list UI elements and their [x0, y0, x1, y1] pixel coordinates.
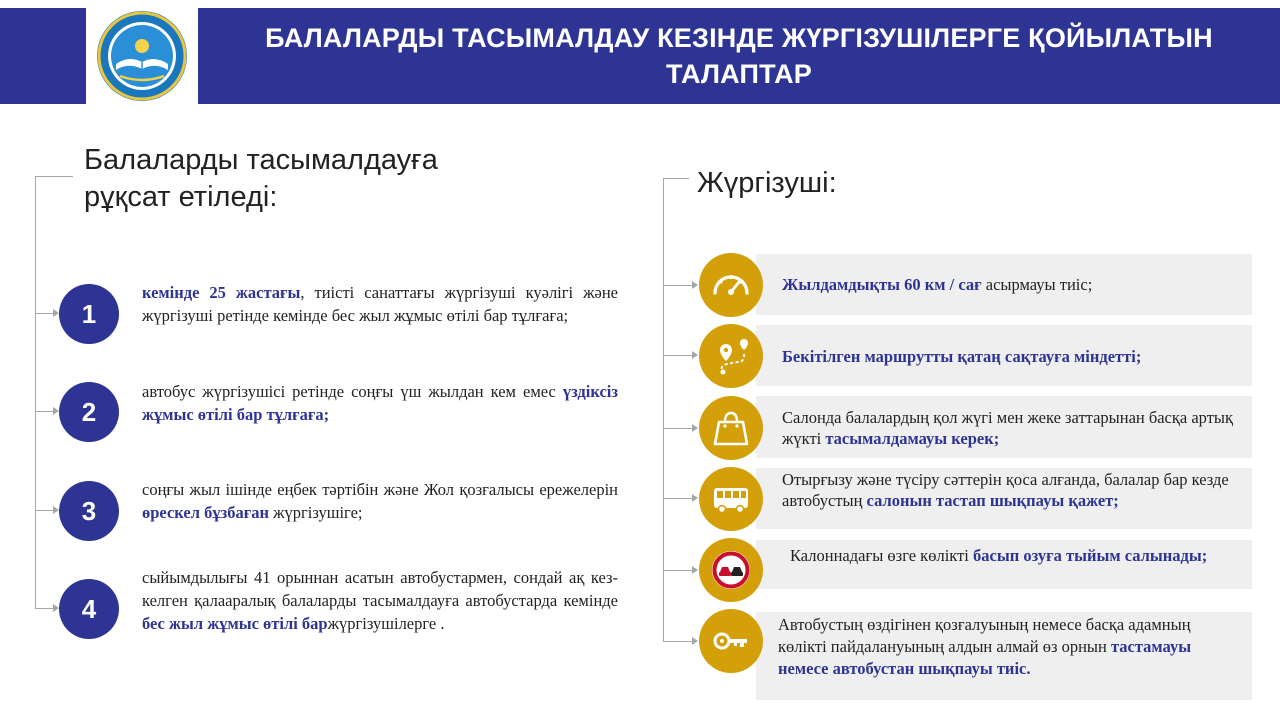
- right-connector-arrow-1: [692, 281, 698, 289]
- right-item-1-text: [782, 274, 1242, 295]
- header-title-band: [198, 8, 1280, 104]
- left-item-2-body: автобус жүргізушісі ретінде соңғы үш жылдан кем емес: [142, 382, 563, 401]
- right-bracket-vertical: [663, 178, 664, 642]
- right-item-4-text: [782, 469, 1244, 511]
- right-item-3-body: Салонда балалардың қол жүгі мен жеке заттарынан басқа артық жүкті: [782, 408, 1234, 448]
- left-item-3-highlight: өрескел бұзбаған: [142, 503, 269, 522]
- key-icon: [699, 609, 763, 673]
- right-item-1-highlight: Жылдамдықты 60 км / сағ: [782, 275, 982, 294]
- right-item-2-highlight: Бекітілген маршрутты қатаң сақтауға міндетті;: [782, 347, 1142, 366]
- left-title-line1: Балаларды тасымалдауға: [84, 144, 438, 176]
- left-title-line2: рұқсат етіледі:: [84, 181, 278, 213]
- right-connector-6: [663, 641, 693, 642]
- left-item-1-body: , тиісті санаттағы жүргізуші куәлігі және жүргізуші ретінде кемінде бес жыл жұмыс өтілі бар тұлғаға;: [142, 283, 618, 325]
- right-item-5-body: Калоннадағы өзге көлікті: [790, 546, 973, 565]
- right-item-6-highlight: тастамауы немесе автобустан шықпауы тиіс.: [778, 637, 1192, 678]
- right-connector-1: [663, 285, 693, 286]
- connector-4: [35, 608, 55, 609]
- left-item-4-body: сыйымдылығы 41 орыннан асатын автобустармен, сондай ақ кез-келген қалааралық балаларды тасымалдауға автобустарда кемінде: [142, 568, 618, 610]
- number-badge-2: 2: [59, 382, 119, 442]
- right-connector-arrow-3: [692, 424, 698, 432]
- right-connector-5: [663, 570, 693, 571]
- right-item-4-highlight: салонын тастап шықпауы қажет;: [866, 491, 1119, 510]
- left-item-3-text: [142, 478, 618, 524]
- right-item-3-highlight: тасымалдамауы керек;: [825, 429, 1000, 448]
- left-item-4-text: [142, 566, 618, 635]
- page-title: БАЛАЛАРДЫ ТАСЫМАЛДАУ КЕЗІНДЕ ЖҮРГІЗУШІЛЕРГЕ ҚОЙЫЛАТЫН ТАЛАПТАР: [265, 23, 1213, 89]
- right-item-4-body: Отырғызу және түсіру сәттерін қоса алғанда, балалар бар кезде автобустың: [782, 470, 1229, 510]
- left-item-2-highlight: үздіксіз жұмыс өтілі бар тұлғаға;: [142, 382, 618, 424]
- ministry-emblem-icon: [96, 10, 188, 102]
- right-bracket-top: [663, 178, 689, 179]
- right-item-5-text: [790, 545, 1210, 566]
- right-connector-3: [663, 428, 693, 429]
- number-badge-3: 3: [59, 481, 119, 541]
- left-bracket-vertical: [35, 176, 36, 608]
- right-item-6-text: [778, 614, 1236, 680]
- left-bracket-top: [35, 176, 73, 177]
- connector-1: [35, 313, 55, 314]
- right-connector-arrow-6: [692, 637, 698, 645]
- speedometer-icon: [699, 253, 763, 317]
- right-connector-arrow-4: [692, 494, 698, 502]
- left-item-2-text: [142, 380, 618, 426]
- left-item-1-text: [142, 281, 618, 327]
- right-item-3-text: [782, 407, 1242, 449]
- right-connector-arrow-2: [692, 351, 698, 359]
- left-item-4-highlight: бес жыл жұмыс өтілі бар: [142, 614, 328, 633]
- shopping-bag-icon: [699, 396, 763, 460]
- right-item-6-body: Автобустың өздігінен қозғалуының немесе басқа адамның көлікті пайдалануының алдын алмай өз орнын: [778, 615, 1191, 656]
- right-connector-4: [663, 498, 693, 499]
- connector-2: [35, 411, 55, 412]
- number-badge-1: 1: [59, 284, 119, 344]
- left-item-3-body: соңғы жыл ішінде еңбек тәртібін және Жол қозғалысы ережелерін: [142, 480, 618, 499]
- right-section-title: Жүргізуші:: [697, 167, 837, 199]
- left-section-title: [84, 142, 438, 216]
- number-badge-4: 4: [59, 579, 119, 639]
- header-left-band: [0, 8, 86, 104]
- right-connector-2: [663, 355, 693, 356]
- bus-icon: [699, 467, 763, 531]
- right-connector-arrow-5: [692, 566, 698, 574]
- left-item-1-highlight: кемінде 25 жастағы: [142, 283, 301, 302]
- right-item-1-body: асырмауы тиіс;: [981, 275, 1093, 294]
- connector-3: [35, 510, 55, 511]
- right-item-2-text: [782, 346, 1242, 367]
- right-item-5-highlight: басып озуға тыйым салынады;: [973, 546, 1208, 565]
- route-map-pin-icon: [699, 324, 763, 388]
- no-overtaking-sign-icon: [699, 538, 763, 602]
- left-item-4-tail: жүргізушілерге .: [327, 614, 445, 633]
- left-item-3-tail: жүргізушіге;: [268, 503, 363, 522]
